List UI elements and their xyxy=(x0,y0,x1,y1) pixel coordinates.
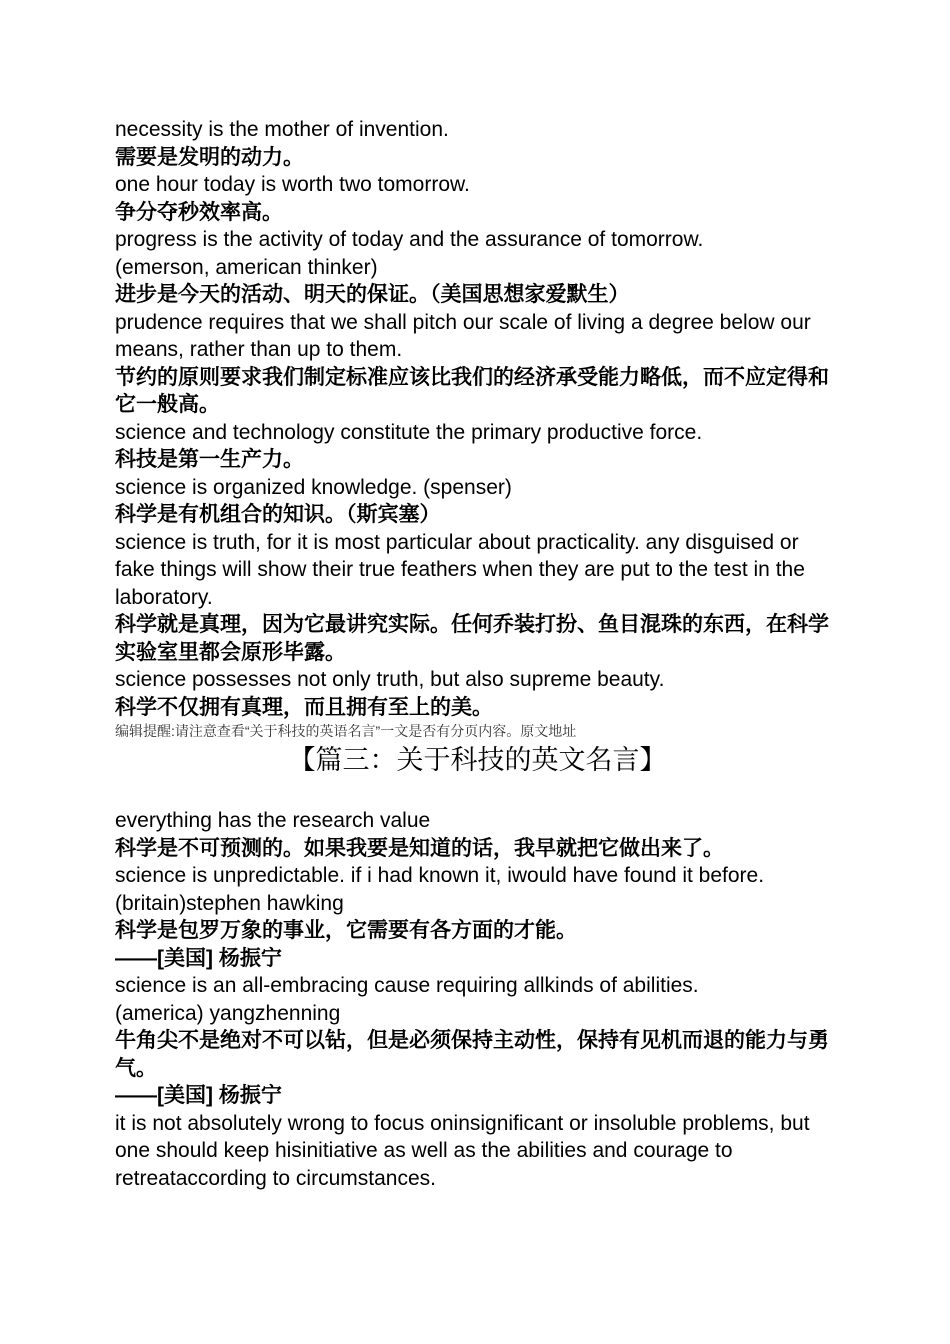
document-page xyxy=(115,116,840,1192)
english-quote-line: necessity is the mother of invention. xyxy=(115,118,449,141)
chinese-quote-line: ——[美国] 杨振宁 xyxy=(115,1084,282,1107)
chinese-quote-line: 科学是不可预测的。如果我要是知道的话，我早就把它做出来了。 xyxy=(115,836,724,860)
english-quote-line: science and technology constitute the primary productive force. xyxy=(115,420,703,444)
section-title: 【篇三：关于科技的英文名言】 xyxy=(288,745,667,775)
english-quote-line: prudence requires that we shall pitch our scale of living a degree below our means, rather than up to them. xyxy=(115,310,811,361)
chinese-quote-line: 科学就是真理，因为它最讲究实际。任何乔装打扮、鱼目混珠的东西，在科学实验室里都会原形毕露。 xyxy=(115,613,829,664)
chinese-quote-line: 科学是有机组合的知识。（斯宾塞） xyxy=(115,503,441,526)
english-quote-line: (emerson, american thinker) xyxy=(115,255,378,279)
english-quote-line: one hour today is worth two tomorrow. xyxy=(115,173,470,196)
chinese-quote-line: 科技是第一生产力。 xyxy=(115,448,304,471)
english-quote-line: it is not absolutely wrong to focus oninsignificant or insoluble problems, but one should keep hisinitiative as well as the abilities and courage to retreataccording to circumstances. xyxy=(115,1111,810,1190)
chinese-quote-line: ——[美国] 杨振宁 xyxy=(115,946,282,970)
chinese-quote-line: 科学是包罗万象的事业，它需要有各方面的才能。 xyxy=(115,919,577,942)
chinese-quote-line: 进步是今天的活动、明天的保证。（美国思想家爱默生） xyxy=(115,283,630,306)
english-quote-line: science is truth, for it is most particular about practicality. any disguised or fake things will show their true feathers when they are put to the test in the laboratory. xyxy=(115,530,805,609)
chinese-quote-line: 争分夺秒效率高。 xyxy=(115,200,283,224)
editor-note: 编辑提醒:请注意查看“关于科技的英语名言”一文是否有分页内容。原文地址 xyxy=(115,723,577,739)
english-quote-line: (britain)stephen hawking xyxy=(115,891,344,915)
english-quote-line: everything has the research value xyxy=(115,809,431,832)
english-quote-line: science possesses not only truth, but also supreme beauty. xyxy=(115,668,665,691)
english-quote-line: science is organized knowledge. (spenser) xyxy=(115,475,512,499)
quotes-block-2 xyxy=(115,807,840,1192)
chinese-quote-line: 需要是发明的动力。 xyxy=(115,145,304,169)
chinese-quote-line: 科学不仅拥有真理，而且拥有至上的美。 xyxy=(115,695,493,719)
english-quote-line: science is an all-embracing cause requiring allkinds of abilities. xyxy=(115,974,699,997)
english-quote-line: science is unpredictable. if i had known it, iwould have found it before. xyxy=(115,864,765,887)
chinese-quote-line: 节约的原则要求我们制定标准应该比我们的经济承受能力略低，而不应定得和它一般高。 xyxy=(115,365,829,416)
chinese-quote-line: 牛角尖不是绝对不可以钻，但是必须保持主动性，保持有见机而退的能力与勇气。 xyxy=(115,1029,829,1080)
english-quote-line: progress is the activity of today and the assurance of tomorrow. xyxy=(115,228,704,251)
english-quote-line: (america) yangzhenning xyxy=(115,1001,341,1025)
quotes-block-1 xyxy=(115,116,840,721)
